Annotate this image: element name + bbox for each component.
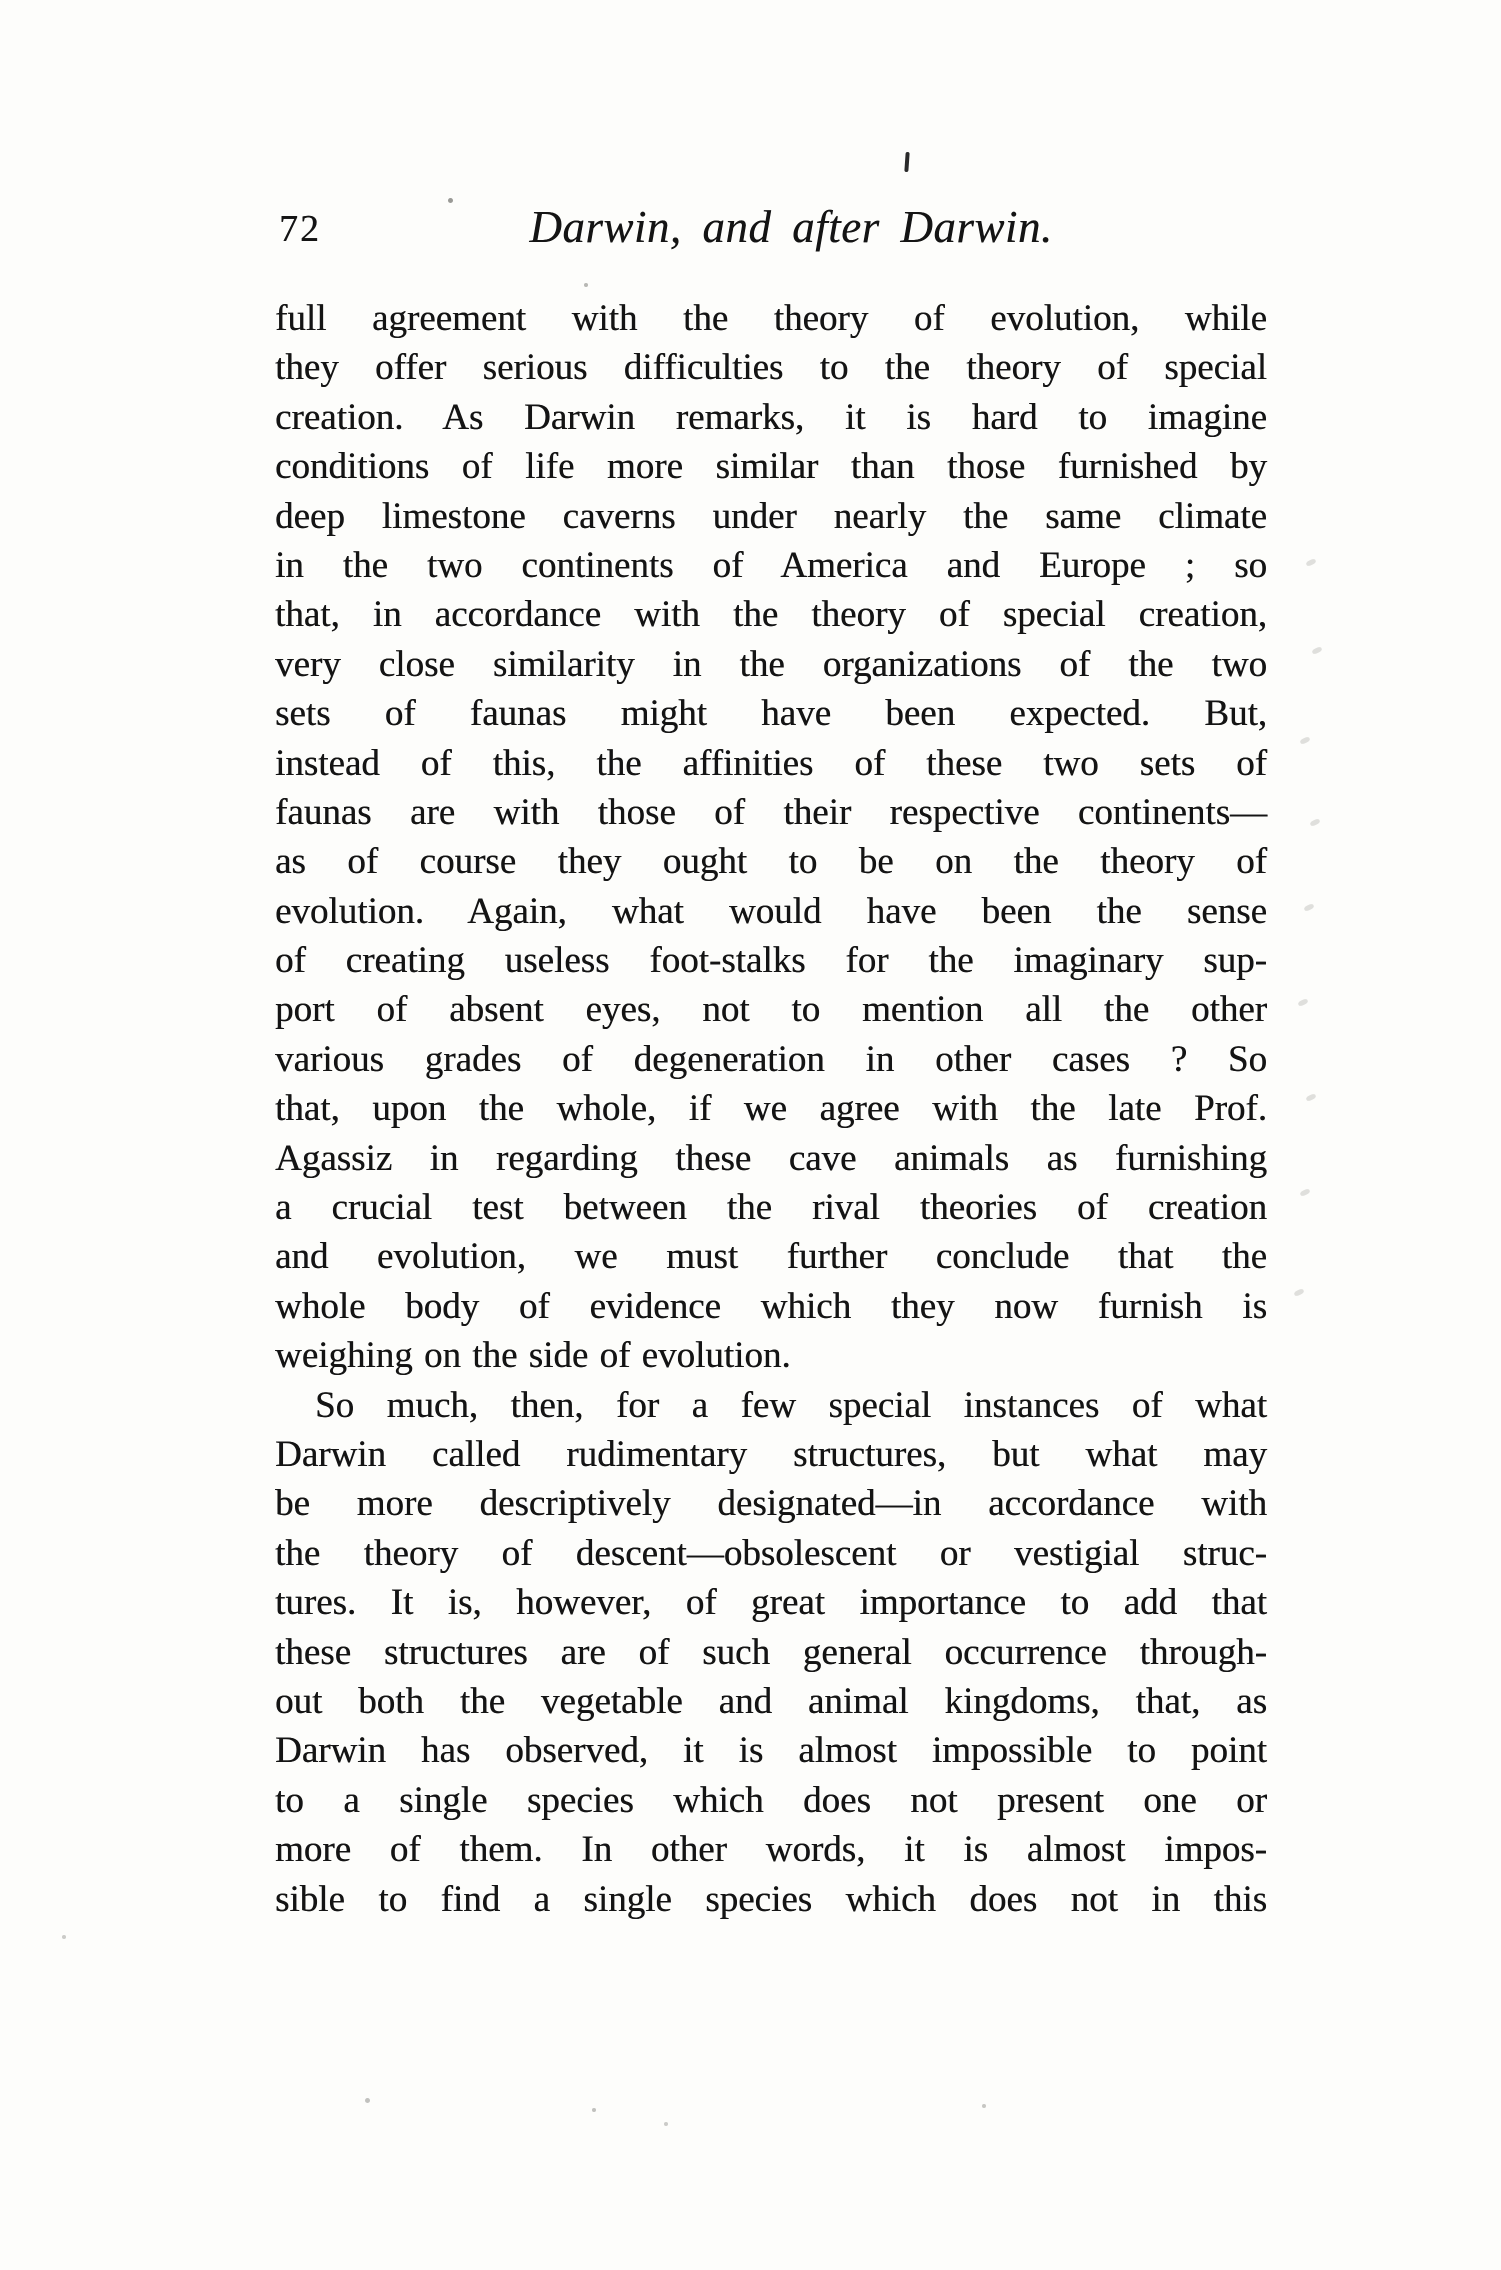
scan-smudge bbox=[1299, 736, 1310, 745]
text-line: the theory of descent—obsolescent or vestigial struc- bbox=[275, 1532, 1267, 1574]
scan-smudge bbox=[1311, 646, 1322, 655]
scan-smudge bbox=[1299, 1188, 1310, 1197]
text-line: these structures are of such general occurrence through- bbox=[275, 1631, 1267, 1673]
scan-speck bbox=[365, 2098, 370, 2103]
text-line: as of course they ought to be on the theory of bbox=[275, 841, 1267, 883]
scan-smudge bbox=[1297, 998, 1308, 1007]
scan-smudge bbox=[1305, 558, 1316, 567]
text-line: out both the vegetable and animal kingdoms, that, as bbox=[275, 1680, 1267, 1722]
text-line: sible to find a single species which does not in this bbox=[275, 1878, 1267, 1920]
text-line: sets of faunas might have been expected. But, bbox=[275, 693, 1267, 735]
scan-speck bbox=[592, 2108, 596, 2112]
scan-speck bbox=[62, 1935, 66, 1939]
text-line: So much, then, for a few special instances of what bbox=[315, 1384, 1267, 1426]
running-header bbox=[275, 190, 1267, 252]
scan-tick-artifact bbox=[904, 152, 909, 172]
scan-speck bbox=[982, 2104, 986, 2108]
text-line: Darwin called rudimentary structures, but what may bbox=[275, 1433, 1267, 1475]
text-line: that, in accordance with the theory of special creation, bbox=[275, 594, 1267, 636]
text-line: be more descriptively designated—in accordance with bbox=[275, 1483, 1267, 1525]
body-text bbox=[275, 294, 1267, 1924]
text-line: deep limestone caverns under nearly the same climate bbox=[275, 495, 1267, 537]
text-line: port of absent eyes, not to mention all the other bbox=[275, 989, 1267, 1031]
text-line: to a single species which does not present one or bbox=[275, 1779, 1267, 1821]
text-line: they offer serious difficulties to the theory of special bbox=[275, 347, 1267, 389]
text-line: in the two continents of America and Europe ; so bbox=[275, 544, 1267, 586]
scan-speck bbox=[584, 283, 588, 287]
text-line: full agreement with the theory of evolution, while bbox=[275, 298, 1267, 339]
scan-smudge bbox=[1305, 1093, 1316, 1102]
text-line: whole body of evidence which they now furnish is bbox=[275, 1285, 1267, 1327]
text-line: and evolution, we must further conclude that the bbox=[275, 1236, 1267, 1278]
text-line: Agassiz in regarding these cave animals as furnishing bbox=[275, 1137, 1267, 1179]
text-line: conditions of life more similar than those furnished by bbox=[275, 446, 1267, 488]
scan-speck bbox=[448, 198, 453, 203]
text-line: that, upon the whole, if we agree with the late Prof. bbox=[275, 1088, 1267, 1130]
text-line: of creating useless foot-stalks for the imaginary sup- bbox=[275, 940, 1267, 982]
text-line: faunas are with those of their respective continents— bbox=[275, 791, 1267, 833]
scan-speck bbox=[664, 2122, 668, 2126]
text-line: evolution. Again, what would have been the sense bbox=[275, 890, 1267, 932]
text-line: various grades of degeneration in other cases ? So bbox=[275, 1038, 1267, 1080]
text-line: creation. As Darwin remarks, it is hard to imagine bbox=[275, 396, 1267, 438]
text-line: very close similarity in the organizations of the two bbox=[275, 643, 1267, 685]
text-line: instead of this, the affinities of these two sets of bbox=[275, 742, 1267, 784]
text-line: tures. It is, however, of great importance to add that bbox=[275, 1582, 1267, 1624]
scan-smudge bbox=[1293, 1288, 1304, 1297]
page-number: 72 bbox=[279, 208, 321, 250]
scan-smudge bbox=[1303, 903, 1314, 912]
text-line: a crucial test between the rival theories of creation bbox=[275, 1187, 1267, 1229]
text-line: more of them. In other words, it is almost impos- bbox=[275, 1829, 1267, 1871]
scan-smudge bbox=[1309, 818, 1320, 827]
header-title: Darwin, and after Darwin. bbox=[529, 202, 1053, 252]
text-line: Darwin has observed, it is almost impossible to point bbox=[275, 1730, 1267, 1772]
text-line: weighing on the side of evolution. bbox=[275, 1335, 791, 1377]
